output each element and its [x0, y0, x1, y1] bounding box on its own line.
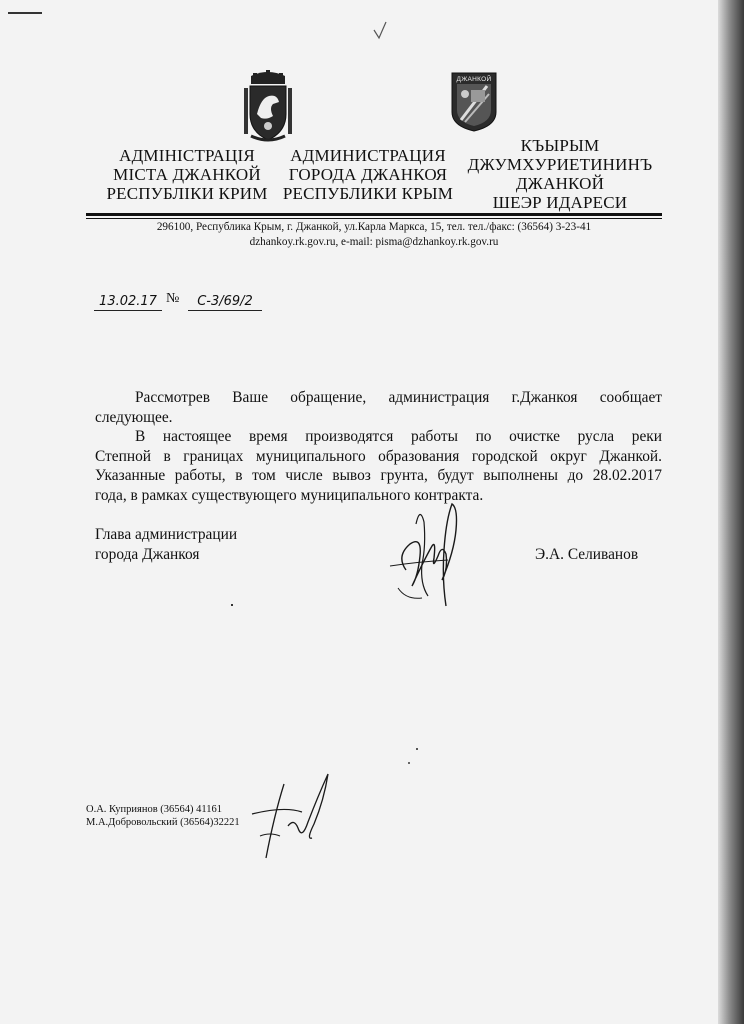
- body-line: Степной в границах муниципального образования городской округ Джанкой.: [95, 447, 662, 465]
- header-ukrainian-line: РЕСПУБЛІКИ КРИМ: [106, 184, 268, 203]
- crimea-coat-of-arms-icon: [243, 70, 293, 142]
- registration-number-value: С-3/69/2: [197, 294, 253, 309]
- body-line: Рассмотрев Ваше обращение, администрация г.Джанкоя сообщает: [135, 389, 662, 406]
- body-line: года, в рамках существующего муниципального контракта.: [95, 486, 484, 504]
- scan-mark: [8, 12, 42, 14]
- scan-speck: [408, 762, 410, 764]
- header-ukrainian-line: АДМІНІСТРАЦІЯ: [119, 146, 255, 165]
- header-divider-thick: [86, 213, 662, 216]
- signer-position-line-2: города Джанкоя: [95, 546, 200, 563]
- check-mark-icon: [372, 20, 388, 40]
- signer-position-line-1: Глава администрации: [95, 526, 238, 543]
- registration-date-value: 13.02.17: [99, 294, 157, 309]
- scan-speck: [416, 748, 418, 750]
- executor-line: О.А. Куприянов (36564) 41161: [86, 804, 223, 815]
- body-line: В настоящее время производятся работы по очистке русла реки: [135, 428, 662, 446]
- header-russian: [278, 146, 458, 203]
- body-line: следующее.: [95, 408, 173, 426]
- header-russian-line: РЕСПУБЛИКИ КРЫМ: [282, 184, 454, 203]
- executor-initials-signature-icon: [244, 766, 340, 866]
- web-email-line: dzhankoy.rk.gov.ru, e-mail: pisma@dzhankoy.rk.gov.ru: [249, 236, 499, 248]
- executor-line: М.А.Добровольский (36564)32221: [86, 817, 240, 828]
- header-crimean-tatar: [462, 136, 658, 212]
- header-crimean-tatar-line: КЪЫРЫМ: [520, 136, 600, 155]
- handwritten-signature-icon: [376, 500, 476, 616]
- scan-speck: [231, 604, 233, 606]
- registration-number-sign: №: [166, 291, 180, 306]
- header-crimean-tatar-line: ДЖАНКОЙ: [515, 174, 605, 193]
- address-line: 296100, Республика Крым, г. Джанкой, ул.Карла Маркса, 15, тел. тел./факс: (36564) 3-23-41: [156, 221, 592, 233]
- scan-edge-shadow: [718, 0, 744, 1024]
- header-crimean-tatar-line: ШЕЭР ИДАРЕСИ: [492, 193, 628, 212]
- header-crimean-tatar-line: ДЖУМХУРИЕТИНИНЪ: [467, 155, 653, 174]
- emblem-label: ДЖАНКОЙ: [456, 76, 492, 83]
- header-divider-thin: [86, 218, 662, 219]
- body-line: Указанные работы, в том числе вывоз грунта, будут выполнены до 28.02.2017: [95, 467, 662, 485]
- header-russian-line: АДМИНИСТРАЦИЯ: [290, 146, 446, 165]
- header-ukrainian-line: МІСТА ДЖАНКОЙ: [113, 165, 261, 184]
- registration-date: [94, 292, 162, 311]
- registration-number: [188, 292, 262, 311]
- body-paragraph-1: [95, 388, 662, 408]
- signer-name: Э.А. Селиванов: [535, 546, 639, 563]
- header-russian-line: ГОРОДА ДЖАНКОЯ: [288, 165, 448, 184]
- letter-body: [95, 388, 662, 506]
- header-ukrainian: [98, 146, 276, 203]
- body-paragraph-2: [95, 427, 662, 447]
